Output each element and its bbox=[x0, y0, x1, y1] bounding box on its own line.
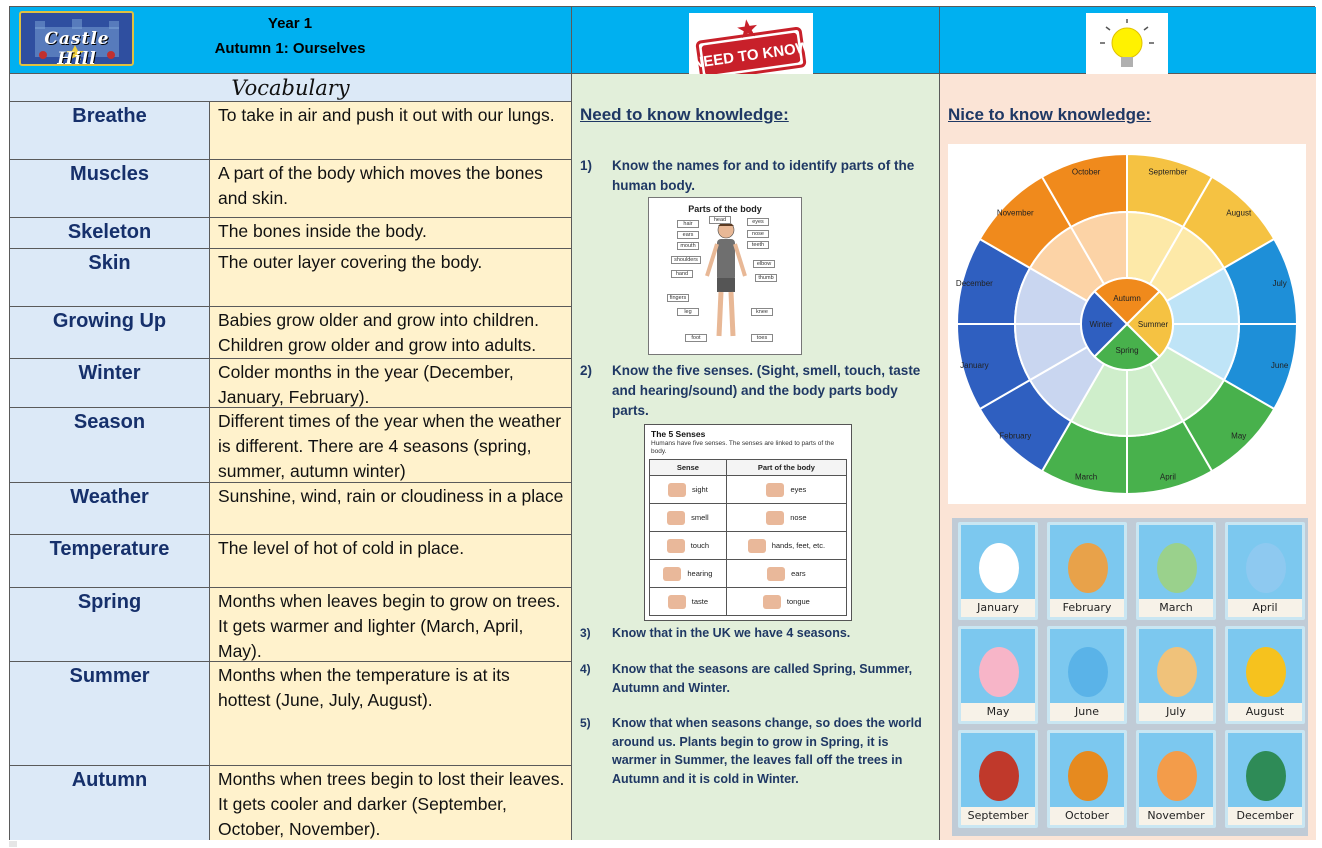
month-card bbox=[1225, 522, 1305, 620]
vocabulary-title: Vocabulary bbox=[10, 74, 572, 102]
month-card-label: June bbox=[1050, 703, 1124, 721]
body-label: mouth bbox=[677, 242, 699, 250]
body-label: eyes bbox=[747, 218, 769, 226]
body-label: knee bbox=[751, 308, 773, 316]
month-picture-icon bbox=[1246, 647, 1286, 697]
month-picture-icon bbox=[1157, 647, 1197, 697]
vocab-term: Winter bbox=[10, 359, 210, 407]
vocab-row bbox=[10, 218, 571, 249]
wheel-month-label: January bbox=[960, 360, 989, 370]
wheel-month-label: November bbox=[996, 208, 1034, 218]
senses-grid bbox=[649, 459, 847, 616]
vocab-term: Summer bbox=[10, 662, 210, 765]
wheel-season-label: Winter bbox=[1089, 320, 1113, 329]
month-card bbox=[958, 626, 1038, 724]
month-card bbox=[1047, 730, 1127, 828]
eye-icon bbox=[668, 483, 686, 497]
senses-row bbox=[650, 588, 847, 616]
month-picture-icon bbox=[979, 543, 1019, 593]
wheel-month-label: August bbox=[1226, 208, 1252, 218]
item-text: Know that in the UK we have 4 seasons. bbox=[612, 626, 851, 640]
vocab-row bbox=[10, 535, 571, 588]
month-card bbox=[1047, 626, 1127, 724]
sense-name: sight bbox=[691, 484, 708, 494]
body-label: nose bbox=[747, 230, 769, 238]
month-card-label: November bbox=[1139, 807, 1213, 825]
month-card bbox=[1136, 626, 1216, 724]
month-card bbox=[1047, 522, 1127, 620]
wheel-month-label: September bbox=[1148, 167, 1188, 177]
body-label: hair bbox=[677, 220, 699, 228]
item-number: 3) bbox=[580, 626, 591, 640]
wheel-month-label: June bbox=[1270, 360, 1289, 370]
month-card-label: August bbox=[1228, 703, 1302, 721]
vocab-definition: The level of hot of cold in place. bbox=[210, 535, 571, 587]
vocab-row bbox=[10, 359, 571, 408]
month-picture-icon bbox=[1068, 647, 1108, 697]
body-label: shoulders bbox=[671, 256, 701, 264]
body-label: toes bbox=[751, 334, 773, 342]
vocab-definition: Babies grow older and grow into children. Children grow older and grow into adults. bbox=[210, 307, 571, 358]
vocab-definition: Months when trees begin to lost their leaves. It gets cooler and darker (September, October, November). bbox=[210, 766, 571, 840]
month-picture-icon bbox=[1157, 543, 1197, 593]
vocab-definition: Different times of the year when the weather is different. There are 4 seasons (spring, summer, autumn winter) bbox=[210, 408, 571, 482]
nose-icon bbox=[766, 511, 784, 525]
knowledge-organiser bbox=[9, 6, 1315, 840]
month-picture-icon bbox=[979, 647, 1019, 697]
vocabulary-table bbox=[10, 102, 572, 840]
month-card-label: October bbox=[1050, 807, 1124, 825]
vocab-row bbox=[10, 307, 571, 359]
knowledge-item bbox=[580, 624, 922, 643]
vocab-term: Weather bbox=[10, 483, 210, 534]
month-picture-icon bbox=[979, 751, 1019, 801]
vocab-definition: Colder months in the year (December, January, February). bbox=[210, 359, 571, 407]
vocab-definition: The bones inside the body. bbox=[210, 218, 571, 248]
taste-icon bbox=[668, 595, 686, 609]
month-card-label: March bbox=[1139, 599, 1213, 617]
item-text: Know that when seasons change, so does the world around us. Plants begin to grow in Spring, it is warmer in Summer, the leaves fall off the trees in Autumn and it is cold in Winter. bbox=[612, 716, 922, 786]
month-card-label: April bbox=[1228, 599, 1302, 617]
school-logo bbox=[19, 11, 134, 66]
logo-text: Castle Hill bbox=[44, 29, 110, 66]
vocab-term: Skeleton bbox=[10, 218, 210, 248]
senses-row bbox=[650, 476, 847, 504]
eyes-icon bbox=[766, 483, 784, 497]
vocab-definition: To take in air and push it out with our lungs. bbox=[210, 102, 571, 159]
vocab-row bbox=[10, 483, 571, 535]
item-number: 4) bbox=[580, 662, 591, 676]
vocab-definition: Months when leaves begin to grow on trees. It gets warmer and lighter (March, April, May). bbox=[210, 588, 571, 661]
vocab-row bbox=[10, 102, 571, 160]
seasons-wheel-graphic bbox=[948, 144, 1306, 504]
vocab-term: Breathe bbox=[10, 102, 210, 159]
body-label: foot bbox=[685, 334, 707, 342]
wheel-season-label: Summer bbox=[1137, 320, 1169, 329]
body-part: tongue bbox=[786, 596, 810, 606]
need-to-know-title: Need to know knowledge: bbox=[580, 105, 789, 124]
knowledge-item bbox=[580, 156, 922, 196]
body-card-title: Parts of the body bbox=[688, 204, 762, 214]
month-card bbox=[1136, 730, 1216, 828]
item-text: Know the five senses. (Sight, smell, touch, taste and hearing/sound) and the body parts body parts. bbox=[612, 363, 921, 418]
wheel-month-label: July bbox=[1272, 279, 1287, 289]
knowledge-item bbox=[580, 714, 922, 788]
knowledge-item bbox=[580, 660, 922, 697]
page-title bbox=[140, 11, 440, 61]
vocab-definition: A part of the body which moves the bones and skin. bbox=[210, 160, 571, 217]
sense-name: touch bbox=[690, 540, 710, 550]
sense-name: smell bbox=[691, 512, 709, 522]
body-parts-diagram bbox=[648, 197, 802, 355]
knowledge-item bbox=[580, 361, 922, 421]
month-card-label: January bbox=[961, 599, 1035, 617]
wheel-month-label: February bbox=[999, 431, 1032, 441]
wheel-season-label: Autumn bbox=[1113, 294, 1141, 303]
vocab-term: Skin bbox=[10, 249, 210, 306]
senses-title: The 5 Senses bbox=[651, 429, 706, 439]
nice-to-know-panel bbox=[940, 74, 1316, 840]
vocab-row bbox=[10, 662, 571, 766]
vocab-term: Spring bbox=[10, 588, 210, 661]
body-label: teeth bbox=[747, 241, 769, 249]
month-card bbox=[958, 730, 1038, 828]
sense-name: hearing bbox=[687, 568, 713, 578]
body-label: elbow bbox=[753, 260, 775, 268]
wheel-month-label: October bbox=[1071, 167, 1101, 177]
body-part: nose bbox=[790, 512, 807, 522]
month-card-label: December bbox=[1228, 807, 1302, 825]
body-part: ears bbox=[791, 568, 806, 578]
vocab-term: Muscles bbox=[10, 160, 210, 217]
need-to-know-panel bbox=[572, 74, 940, 840]
header-title-cell bbox=[10, 7, 572, 74]
month-picture-icon bbox=[1246, 543, 1286, 593]
item-number: 2) bbox=[580, 363, 593, 378]
hand-icon bbox=[748, 539, 766, 553]
body-label: fingers bbox=[667, 294, 689, 302]
wheel-month-label: December bbox=[955, 279, 993, 289]
vocab-definition: Months when the temperature is at its hottest (June, July, August). bbox=[210, 662, 571, 765]
ear-icon bbox=[767, 567, 785, 581]
smell-icon bbox=[667, 511, 685, 525]
item-text: Know the names for and to identify parts of the human body. bbox=[612, 158, 915, 193]
year-label: Year 1 bbox=[267, 15, 313, 32]
seasons-wheel bbox=[948, 144, 1306, 504]
need-logo-text: NEED TO KNOW bbox=[691, 38, 811, 73]
month-card-label: September bbox=[961, 807, 1035, 825]
vocab-row bbox=[10, 160, 571, 218]
senses-header-part: Part of the body bbox=[726, 460, 846, 476]
body-part: eyes bbox=[790, 484, 807, 494]
month-card bbox=[1225, 626, 1305, 724]
vocab-row bbox=[10, 408, 571, 483]
tongue-icon bbox=[763, 595, 781, 609]
month-card bbox=[1136, 522, 1216, 620]
header-nice-cell bbox=[940, 7, 1316, 74]
wheel-season-label: Spring bbox=[1115, 346, 1139, 355]
month-card bbox=[1225, 730, 1305, 828]
month-cards-grid bbox=[952, 518, 1308, 836]
vocab-row bbox=[10, 249, 571, 307]
vocab-term: Season bbox=[10, 408, 210, 482]
body-label: leg bbox=[677, 308, 699, 316]
item-number: 5) bbox=[580, 716, 591, 730]
senses-row bbox=[650, 504, 847, 532]
vocab-definition: Sunshine, wind, rain or cloudiness in a place bbox=[210, 483, 571, 534]
term-label: Autumn 1: Ourselves bbox=[214, 40, 366, 57]
vocab-definition: The outer layer covering the body. bbox=[210, 249, 571, 306]
month-card-label: May bbox=[961, 703, 1035, 721]
vocab-term: Growing Up bbox=[10, 307, 210, 358]
body-label: thumb bbox=[755, 274, 777, 282]
senses-row bbox=[650, 560, 847, 588]
senses-row bbox=[650, 532, 847, 560]
month-picture-icon bbox=[1068, 543, 1108, 593]
vocab-term: Temperature bbox=[10, 535, 210, 587]
page-edge bbox=[9, 841, 17, 847]
nice-to-know-title: Nice to know knowledge: bbox=[948, 105, 1152, 124]
senses-subtitle: Humans have five senses. The senses are linked to parts of the body. bbox=[651, 440, 835, 455]
vocab-term: Autumn bbox=[10, 766, 210, 840]
month-picture-icon bbox=[1068, 751, 1108, 801]
item-number: 1) bbox=[580, 158, 593, 173]
vocab-row bbox=[10, 588, 571, 662]
vocab-row bbox=[10, 766, 571, 840]
body-label: head bbox=[709, 216, 731, 224]
header-need-cell bbox=[572, 7, 940, 74]
touch-icon bbox=[667, 539, 685, 553]
wheel-month-label: March bbox=[1074, 472, 1098, 482]
five-senses-table bbox=[644, 424, 852, 621]
body-label: hand bbox=[671, 270, 693, 278]
senses-header-sense: Sense bbox=[650, 460, 727, 476]
hearing-icon bbox=[663, 567, 681, 581]
wheel-month-label: April bbox=[1159, 472, 1176, 482]
item-text: Know that the seasons are called Spring, Summer, Autumn and Winter. bbox=[612, 662, 913, 695]
month-card-label: February bbox=[1050, 599, 1124, 617]
body-part: hands, feet, etc. bbox=[771, 540, 826, 550]
month-card bbox=[958, 522, 1038, 620]
month-card-label: July bbox=[1139, 703, 1213, 721]
body-label: ears bbox=[677, 231, 699, 239]
month-picture-icon bbox=[1246, 751, 1286, 801]
month-picture-icon bbox=[1157, 751, 1197, 801]
wheel-month-label: May bbox=[1231, 431, 1247, 441]
sense-name: taste bbox=[691, 596, 708, 606]
